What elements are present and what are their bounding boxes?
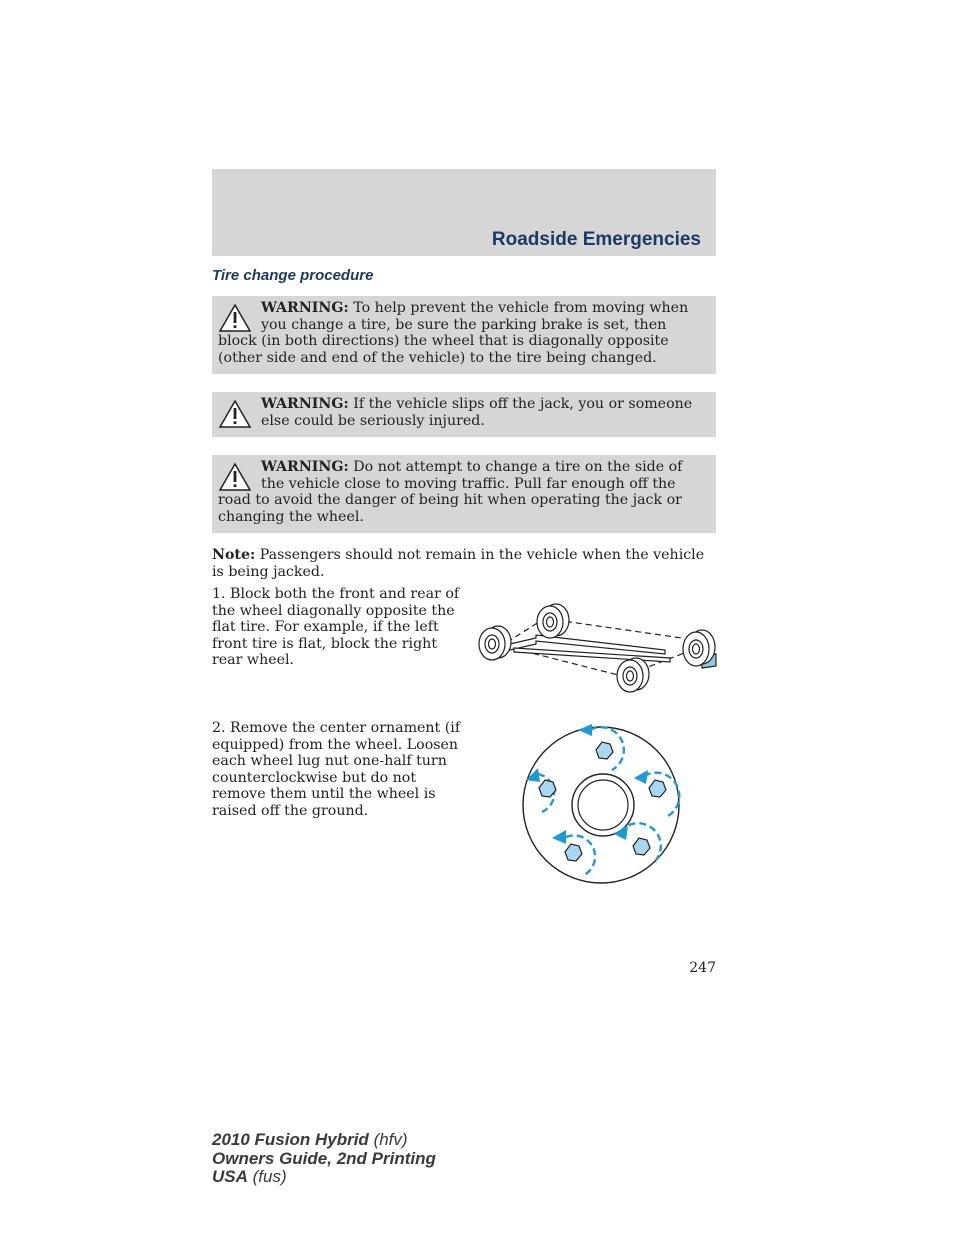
warning-box-3	[212, 455, 716, 533]
note-text: Passengers should not remain in the vehicle when the vehicle is being jacked.	[212, 547, 705, 580]
step-2-text: 2. Remove the center ornament (if equipped) from the wheel. Loosen each wheel lug nut one-half turn counterclockwise but do not remove them until the wheel is raised off the ground.	[212, 720, 461, 819]
footer-model-code: (hfv)	[373, 1130, 408, 1149]
footer-line-2	[212, 1150, 436, 1169]
warning-text: If the vehicle slips off the jack, you or someone else could be seriously injured.	[261, 396, 693, 429]
warning-text: Do not attempt to change a tire on the side of the vehicle close to moving traffic. Pull far enough off the road to avoid the danger of being hit when operating the jack or changing the wheel.	[218, 459, 683, 525]
warning-label: WARNING:	[261, 300, 349, 316]
warning-label: WARNING:	[261, 396, 349, 412]
footer-model: 2010 Fusion Hybrid	[212, 1130, 369, 1149]
wheel-blocking-diagram	[470, 598, 720, 698]
warning-label: WARNING:	[261, 459, 349, 475]
subheading: Tire change procedure	[212, 267, 374, 284]
document-footer	[212, 1131, 436, 1187]
section-title: Roadside Emergencies	[491, 229, 701, 250]
footer-region-code: (fus)	[252, 1167, 287, 1186]
warning-box-2	[212, 392, 716, 437]
warning-triangle-icon	[218, 399, 252, 429]
warning-box-1	[212, 296, 716, 374]
lug-nut-diagram	[520, 724, 682, 886]
page-number: 247	[689, 960, 716, 976]
footer-line-1	[212, 1131, 436, 1150]
step-1-text: 1. Block both the front and rear of the wheel diagonally opposite the flat tire. For example, if the left front tire is flat, block the right rear wheel.	[212, 586, 460, 669]
section-header-band	[212, 169, 716, 256]
warning-triangle-icon	[218, 303, 252, 333]
footer-region: USA	[212, 1167, 248, 1186]
warning-triangle-icon	[218, 462, 252, 492]
warning-text: To help prevent the vehicle from moving when you change a tire, be sure the parking brake is set, then block (in both directions) the wheel that is diagonally opposite (other side and end of the vehicle) to the tire being changed.	[218, 300, 689, 366]
note-paragraph	[212, 547, 716, 580]
footer-guide: Owners Guide, 2nd Printing	[212, 1148, 436, 1168]
note-label: Note:	[212, 547, 256, 563]
footer-line-3	[212, 1168, 436, 1187]
